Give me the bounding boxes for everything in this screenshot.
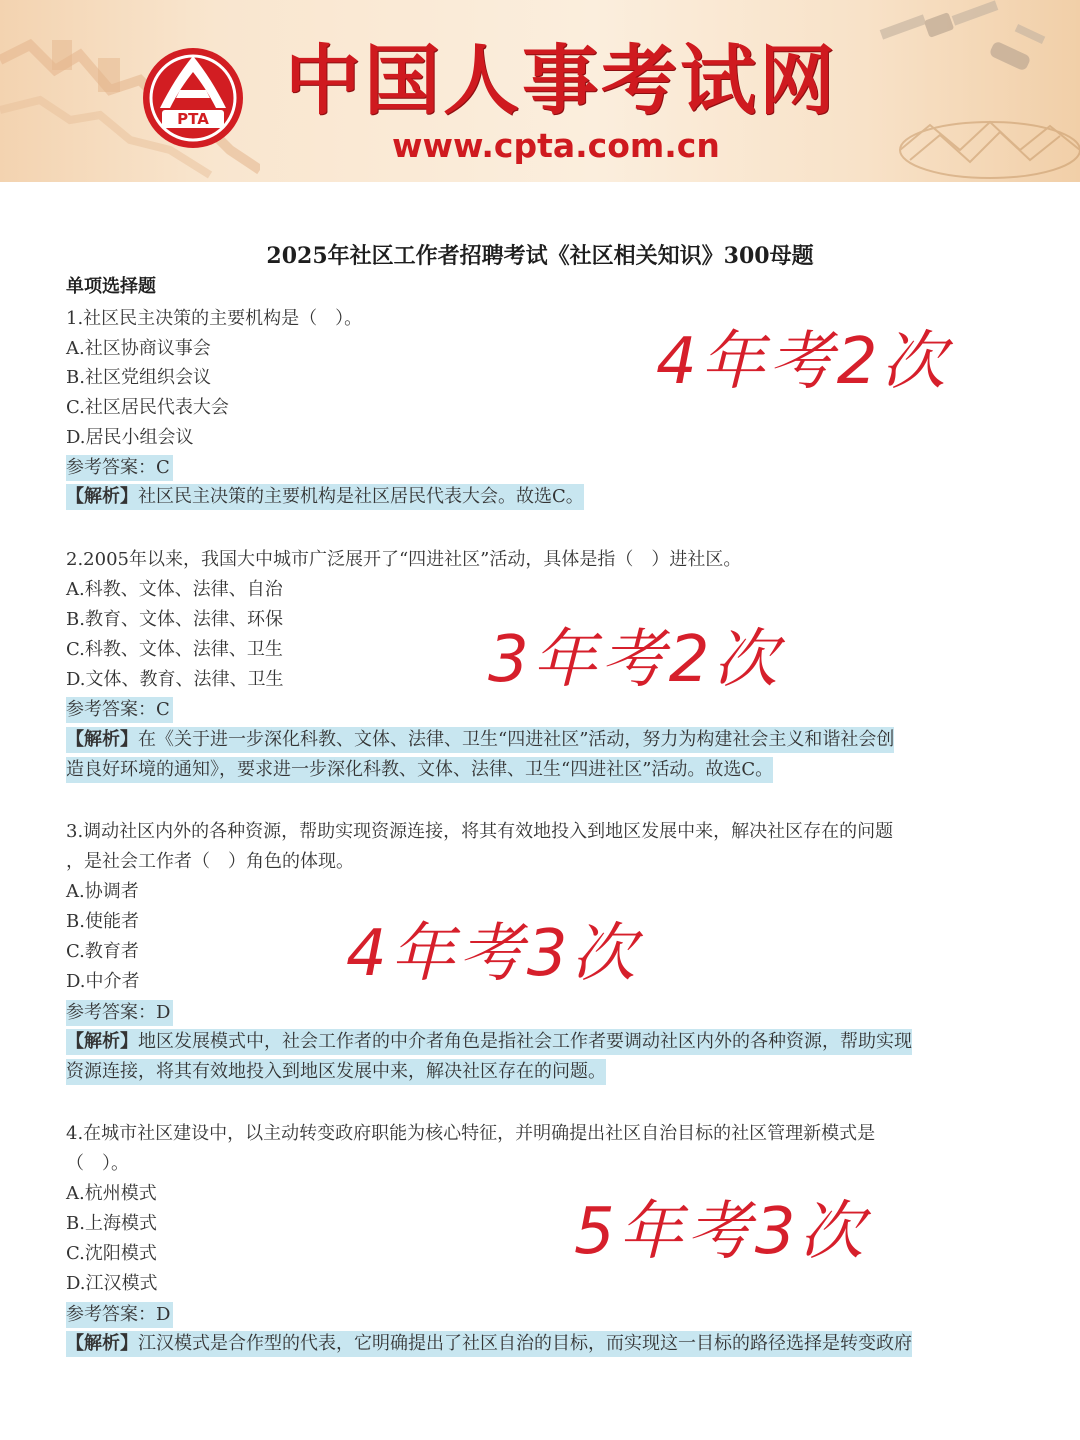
option-b: B.教育、文体、法律、环保 [66, 609, 283, 630]
analysis [66, 727, 894, 753]
option-a: A.社区协商议事会 [66, 338, 211, 359]
analysis [66, 1029, 912, 1055]
analysis-text: 在《关于进一步深化科教、文体、法律、卫生“四进社区”活动，努力为构建社会主义和谐社会创 [138, 729, 895, 750]
handwritten-note: 4年考2次 [656, 325, 950, 399]
analysis-tag: 【解析】 [66, 729, 138, 750]
option-c: C.社区居民代表大会 [66, 397, 229, 418]
handwritten-note: 5年考3次 [574, 1195, 868, 1269]
analysis-continued: 造良好环境的通知》，要求进一步深化科教、文体、法律、卫生“四进社区”活动。故选C。 [66, 757, 773, 783]
answer: 参考答案：C [66, 455, 173, 481]
analysis-continued: 资源连接，将其有效地投入到地区发展中来，解决社区存在的问题。 [66, 1059, 606, 1085]
pta-logo-icon [140, 42, 246, 152]
answer: 参考答案：D [66, 1000, 173, 1026]
option-a: A.科教、文体、法律、自治 [66, 579, 283, 600]
question-stem-continued: （ ）。 [66, 1153, 129, 1174]
option-a: A.杭州模式 [66, 1183, 157, 1204]
handwritten-note: 3年考2次 [488, 623, 782, 697]
option-c: C.沈阳模式 [66, 1243, 157, 1264]
option-b: B.使能者 [66, 911, 139, 932]
logo-text: PTA [177, 110, 209, 128]
answer: 参考答案：D [66, 1302, 173, 1328]
header-banner [0, 0, 1080, 182]
question-stem: 4.在城市社区建设中，以主动转变政府职能为核心特征，并明确提出社区自治目标的社区管理新模式是 [66, 1123, 876, 1144]
option-d: D.居民小组会议 [66, 427, 194, 448]
satellite-stadium-decoration [840, 0, 1080, 182]
option-b: B.上海模式 [66, 1213, 157, 1234]
handwritten-note: 4年考3次 [346, 917, 640, 991]
option-d: D.江汉模式 [66, 1273, 158, 1294]
analysis-tag: 【解析】 [66, 1333, 138, 1354]
analysis [66, 1331, 912, 1357]
question-stem: 1.社区民主决策的主要机构是（ ）。 [66, 308, 363, 329]
question-stem: 3.调动社区内外的各种资源，帮助实现资源连接，将其有效地投入到地区发展中来，解决社区存在的问题 [66, 821, 894, 842]
option-b: B.社区党组织会议 [66, 367, 211, 388]
option-c: C.科教、文体、法律、卫生 [66, 639, 283, 660]
section-title: 单项选择题 [66, 276, 156, 297]
option-c: C.教育者 [66, 941, 139, 962]
question-stem-continued: ，是社会工作者（ ）角色的体现。 [66, 851, 354, 872]
analysis-tag: 【解析】 [66, 486, 138, 507]
analysis-text: 社区民主决策的主要机构是社区居民代表大会。故选C。 [138, 486, 584, 507]
document-title: 2025年社区工作者招聘考试《社区相关知识》300母题 [266, 243, 814, 269]
option-a: A.协调者 [66, 881, 139, 902]
analysis-text: 江汉模式是合作型的代表，它明确提出了社区自治的目标，而实现这一目标的路径选择是转变政府 [138, 1333, 912, 1354]
option-d: D.文体、教育、法律、卫生 [66, 669, 284, 690]
analysis [66, 484, 584, 510]
analysis-tag: 【解析】 [66, 1031, 138, 1052]
option-d: D.中介者 [66, 971, 140, 992]
question-stem: 2.2005年以来，我国大中城市广泛展开了“四进社区”活动，具体是指（ ）进社区。 [66, 549, 742, 570]
analysis-text: 地区发展模式中，社会工作者的中介者角色是指社会工作者要调动社区内外的各种资源，帮助实现 [138, 1031, 912, 1052]
site-url: www.cpta.com.cn [392, 126, 720, 165]
answer: 参考答案：C [66, 697, 173, 723]
site-title: 中国人事考试网 [285, 36, 838, 125]
